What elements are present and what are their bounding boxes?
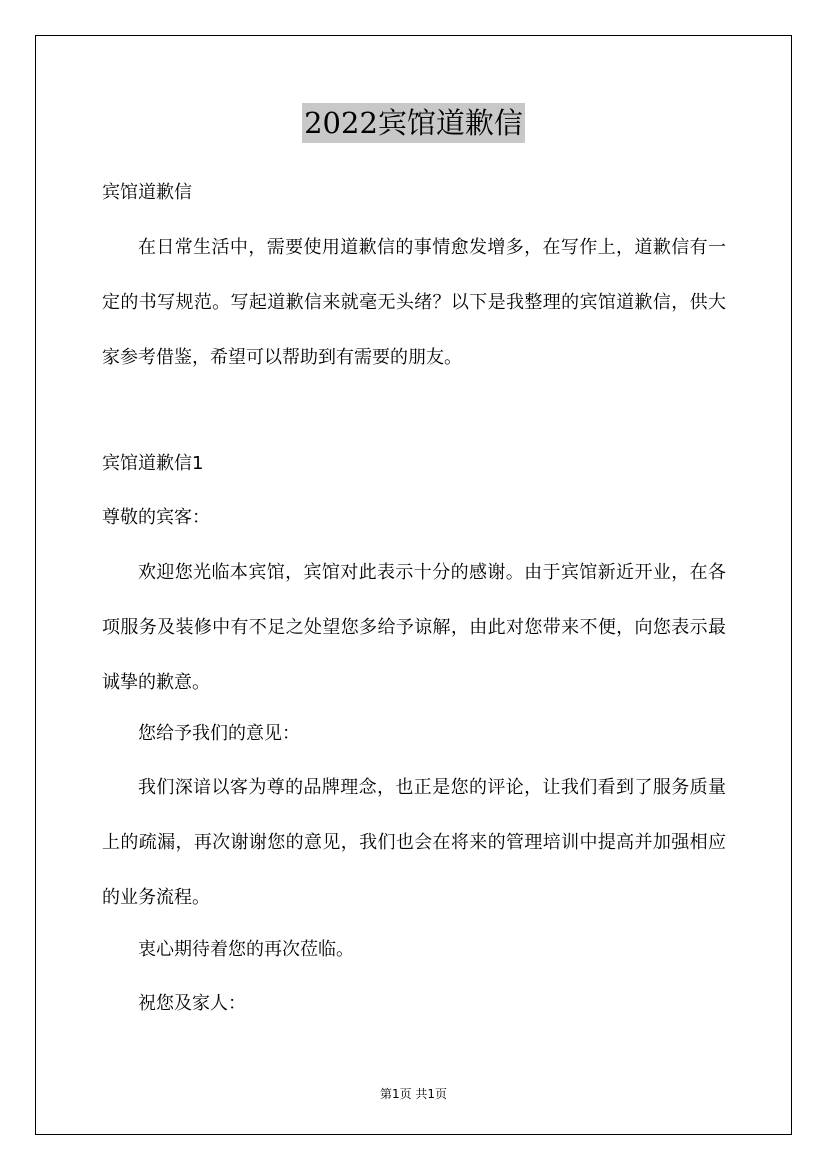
- salutation: 尊敬的宾客：: [102, 507, 210, 528]
- document-title: 2022宾馆道歉信: [302, 103, 525, 143]
- body-paragraph-3: 我们深谙以客为尊的品牌理念，也正是您的评论，让我们看到了服务质量上的疏漏，再次谢谢您的意见，我们也会在将来的管理培训中提高并加强相应的业务流程。: [102, 777, 726, 908]
- intro-paragraph: 在日常生活中，需要使用道歉信的事情愈发增多，在写作上，道歉信有一定的书写规范。写起道歉信来就毫无头绪？以下是我整理的宾馆道歉信，供大家参考借鉴，希望可以帮助到有需要的朋友。: [102, 237, 726, 368]
- subheading: 宾馆道歉信: [102, 182, 192, 203]
- body-paragraph-4: 衷心期待着您的再次莅临。: [138, 939, 354, 960]
- page-footer: 第1页 共1页: [379, 1087, 448, 1101]
- body-paragraph-5: 祝您及家人：: [138, 993, 246, 1014]
- body-paragraph-1: 欢迎您光临本宾馆，宾馆对此表示十分的感谢。由于宾馆新近开业，在各项服务及装修中有不足之处望您多给予谅解，由此对您带来不便，向您表示最诚挚的歉意。: [102, 562, 726, 693]
- section-title: 宾馆道歉信1: [102, 453, 204, 474]
- body-paragraph-2: 您给予我们的意见：: [138, 723, 300, 744]
- title-container: [0, 103, 827, 143]
